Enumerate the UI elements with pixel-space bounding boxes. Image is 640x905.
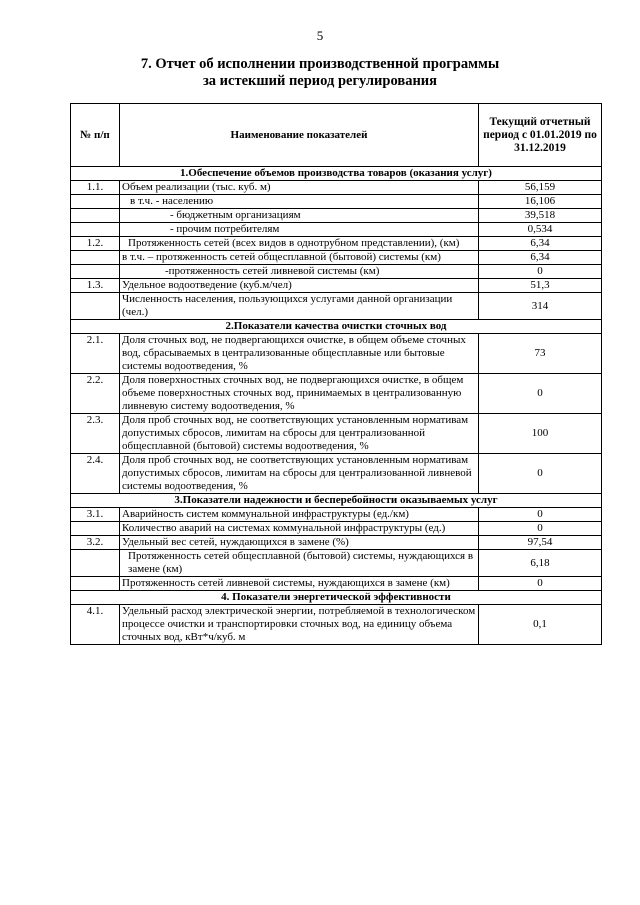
row-number: 1.2. (71, 237, 120, 251)
row-number: 3.1. (71, 508, 120, 522)
indicator-value: 0 (479, 454, 602, 494)
row-number (71, 522, 120, 536)
indicator-value: 0 (479, 374, 602, 414)
row-number: 2.1. (71, 334, 120, 374)
indicator-name: в т.ч. - населению (120, 195, 479, 209)
row-number (71, 209, 120, 223)
title-line-2: за истекший период регулирования (202, 73, 438, 89)
section-header-row (71, 167, 602, 181)
indicator-value: 6,18 (479, 550, 602, 577)
table-row (71, 454, 602, 494)
row-number (71, 251, 120, 265)
row-number (71, 223, 120, 237)
header-num: № п/п (71, 104, 120, 167)
table-row (71, 577, 602, 591)
indicator-value: 0 (479, 522, 602, 536)
indicator-name: Доля поверхностных сточных вод, не подвергающихся очистке, в общем объеме поверхностных сточных вод, принимаемых в централизованную ливневую систему водоотведения, % (120, 374, 479, 414)
table-row (71, 237, 602, 251)
table-row (71, 334, 602, 374)
indicator-name: Аварийность систем коммунальной инфраструктуры (ед./км) (120, 508, 479, 522)
indicator-value: 16,106 (479, 195, 602, 209)
page-number: 5 (316, 28, 324, 43)
table-row (71, 209, 602, 223)
title-line-1: 7. Отчет об исполнении производственной программы (140, 56, 500, 72)
table-row (71, 195, 602, 209)
indicator-name: - прочим потребителям (120, 223, 479, 237)
table-row (71, 522, 602, 536)
header-period: Текущий отчетный период с 01.01.2019 по 31.12.2019 (479, 104, 602, 167)
indicator-name: Количество аварий на системах коммунальной инфраструктуры (ед.) (120, 522, 479, 536)
section-header-row (71, 494, 602, 508)
row-number (71, 577, 120, 591)
table-row (71, 508, 602, 522)
indicator-name: Объем реализации (тыс. куб. м) (120, 181, 479, 195)
table-row (71, 181, 602, 195)
indicator-name: Удельное водоотведение (куб.м/чел) (120, 279, 479, 293)
section-header-row (71, 591, 602, 605)
indicator-name: Протяженность сетей ливневой системы, нуждающихся в замене (км) (120, 577, 479, 591)
indicator-value: 0,1 (479, 605, 602, 645)
row-number (71, 265, 120, 279)
indicator-value: 0 (479, 508, 602, 522)
indicator-name: Протяженность сетей общесплавной (бытовой) системы, нуждающихся в замене (км) (120, 550, 479, 577)
indicator-name: в т.ч. – протяженность сетей общесплавной (бытовой) системы (км) (120, 251, 479, 265)
document-title (0, 56, 640, 90)
row-number (71, 195, 120, 209)
report-table (70, 103, 602, 645)
table-header-row (71, 104, 602, 167)
section-title: 4. Показатели энергетической эффективности (71, 591, 602, 605)
indicator-name: Удельный вес сетей, нуждающихся в замене (%) (120, 536, 479, 550)
indicator-value: 51,3 (479, 279, 602, 293)
indicator-value: 56,159 (479, 181, 602, 195)
table-body (71, 167, 602, 645)
indicator-name: Протяженность сетей (всех видов в однотрубном представлении), (км) (120, 237, 479, 251)
indicator-name: Численность населения, пользующихся услугами данной организации (чел.) (120, 293, 479, 320)
section-title: 3.Показатели надежности и бесперебойности оказываемых услуг (71, 494, 602, 508)
section-title: 1.Обеспечение объемов производства товаров (оказания услуг) (71, 167, 602, 181)
indicator-name: -протяженность сетей ливневой системы (км) (120, 265, 479, 279)
row-number: 2.2. (71, 374, 120, 414)
indicator-value: 314 (479, 293, 602, 320)
table-row (71, 550, 602, 577)
indicator-value: 6,34 (479, 251, 602, 265)
row-number (71, 550, 120, 577)
section-header-row (71, 320, 602, 334)
table-row (71, 374, 602, 414)
table-row (71, 223, 602, 237)
indicator-value: 6,34 (479, 237, 602, 251)
table-row (71, 251, 602, 265)
indicator-value: 73 (479, 334, 602, 374)
row-number (71, 293, 120, 320)
row-number: 2.4. (71, 454, 120, 494)
indicator-name: Удельный расход электрической энергии, потребляемой в технологическом процессе очистки и транспортировки сточных вод, на единицу объема сточных вод, кВт*ч/куб. м (120, 605, 479, 645)
table-row (71, 414, 602, 454)
table-row (71, 293, 602, 320)
header-name: Наименование показателей (120, 104, 479, 167)
table-row (71, 536, 602, 550)
table-row (71, 605, 602, 645)
indicator-name: - бюджетным организациям (120, 209, 479, 223)
section-title: 2.Показатели качества очистки сточных вод (71, 320, 602, 334)
row-number: 1.1. (71, 181, 120, 195)
indicator-value: 100 (479, 414, 602, 454)
indicator-name: Доля проб сточных вод, не соответствующих установленным нормативам допустимых сбросов, лимитам на сбросы для централизованной общесплавной (бытовой) системы водоотведения, % (120, 414, 479, 454)
indicator-value: 0 (479, 577, 602, 591)
indicator-value: 97,54 (479, 536, 602, 550)
table-row (71, 265, 602, 279)
table-row (71, 279, 602, 293)
indicator-value: 0 (479, 265, 602, 279)
row-number: 2.3. (71, 414, 120, 454)
row-number: 4.1. (71, 605, 120, 645)
indicator-value: 39,518 (479, 209, 602, 223)
row-number: 1.3. (71, 279, 120, 293)
indicator-name: Доля сточных вод, не подвергающихся очистке, в общем объеме сточных вод, сбрасываемых в централизованные общесплавные или бытовые системы водоотведения, % (120, 334, 479, 374)
indicator-value: 0,534 (479, 223, 602, 237)
row-number: 3.2. (71, 536, 120, 550)
indicator-name: Доля проб сточных вод, не соответствующих установленным нормативам допустимых сбросов, лимитам на сбросы для централизованной ливневой системы водоотведения, % (120, 454, 479, 494)
